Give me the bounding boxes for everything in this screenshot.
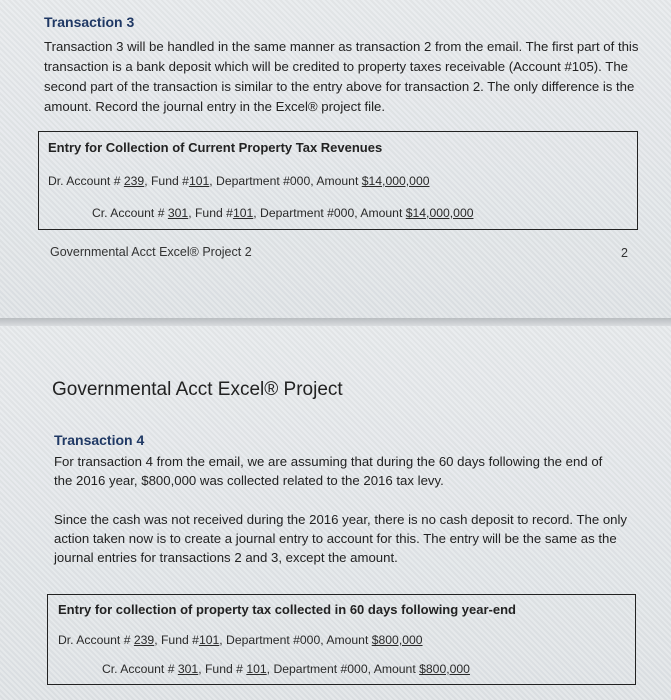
transaction-4-heading: Transaction 4 [54,432,145,448]
credit-fund: 101 [232,206,254,220]
debit-line [58,633,423,647]
document-page-2 [0,0,671,318]
debit-amount: $800,000 [371,633,423,647]
debit-department: , Department #000, Amount [219,633,372,647]
debit-fund-label: , Fund # [154,633,199,647]
transaction-4-paragraph-1: For transaction 4 from the email, we are assuming that during the 60 days following the end of the 2016 year, $800,000 was collected related to the 2016 tax levy. [54,454,603,488]
page-number: 2 [621,246,628,260]
credit-prefix: Cr. Account # [92,206,168,220]
credit-line [92,206,474,220]
credit-department: , Department #000, Amount [266,662,420,676]
transaction-3-heading: Transaction 3 [44,14,135,30]
debit-account: 239 [133,633,155,647]
page-footer: Governmental Acct Excel® Project 2 [50,245,252,259]
transaction-4-paragraph-2: Since the cash was not received during the 2016 year, there is no cash deposit to record. The only action taken now is to create a journal entry to account for this. The entry will be the same as the journal entries for transactions 2 and 3, except the amount. [54,512,628,565]
credit-fund-label: , Fund # [188,206,233,220]
transaction-3-paragraph: Transaction 3 will be handled in the same manner as transaction 2 from the email. The first part of this transaction is a bank deposit which will be credited to property taxes receivable (Account #105). The second part of the transaction is similar to the entry above for transaction 2. The only difference is the amount. Record the journal entry in the Excel® project file. [44,39,639,114]
debit-department: , Department #000, Amount [209,174,362,188]
entry-title: Entry for collection of property tax collected in 60 days following year-end [58,602,516,617]
credit-line [102,662,470,676]
debit-prefix: Dr. Account # [58,633,134,647]
debit-line [48,174,430,188]
credit-fund-label: , Fund # [198,662,247,676]
debit-account: 239 [123,174,145,188]
credit-account: 301 [167,206,189,220]
document-page-3 [0,326,671,700]
credit-prefix: Cr. Account # [102,662,178,676]
entry-title: Entry for Collection of Current Property Tax Revenues [48,140,383,155]
credit-department: , Department #000, Amount [253,206,406,220]
credit-amount: $800,000 [419,662,470,676]
debit-fund: 101 [188,174,210,188]
debit-amount: $14,000,000 [361,174,430,188]
credit-account: 301 [177,662,199,676]
journal-entry-box [38,131,638,230]
document-header-title: Governmental Acct Excel® Project [52,379,343,400]
credit-fund: 101 [246,662,267,676]
credit-amount: $14,000,000 [405,206,474,220]
debit-prefix: Dr. Account # [48,174,124,188]
journal-entry-box [47,594,636,685]
page-break [0,318,671,326]
debit-fund-label: , Fund # [144,174,189,188]
debit-fund: 101 [198,633,220,647]
